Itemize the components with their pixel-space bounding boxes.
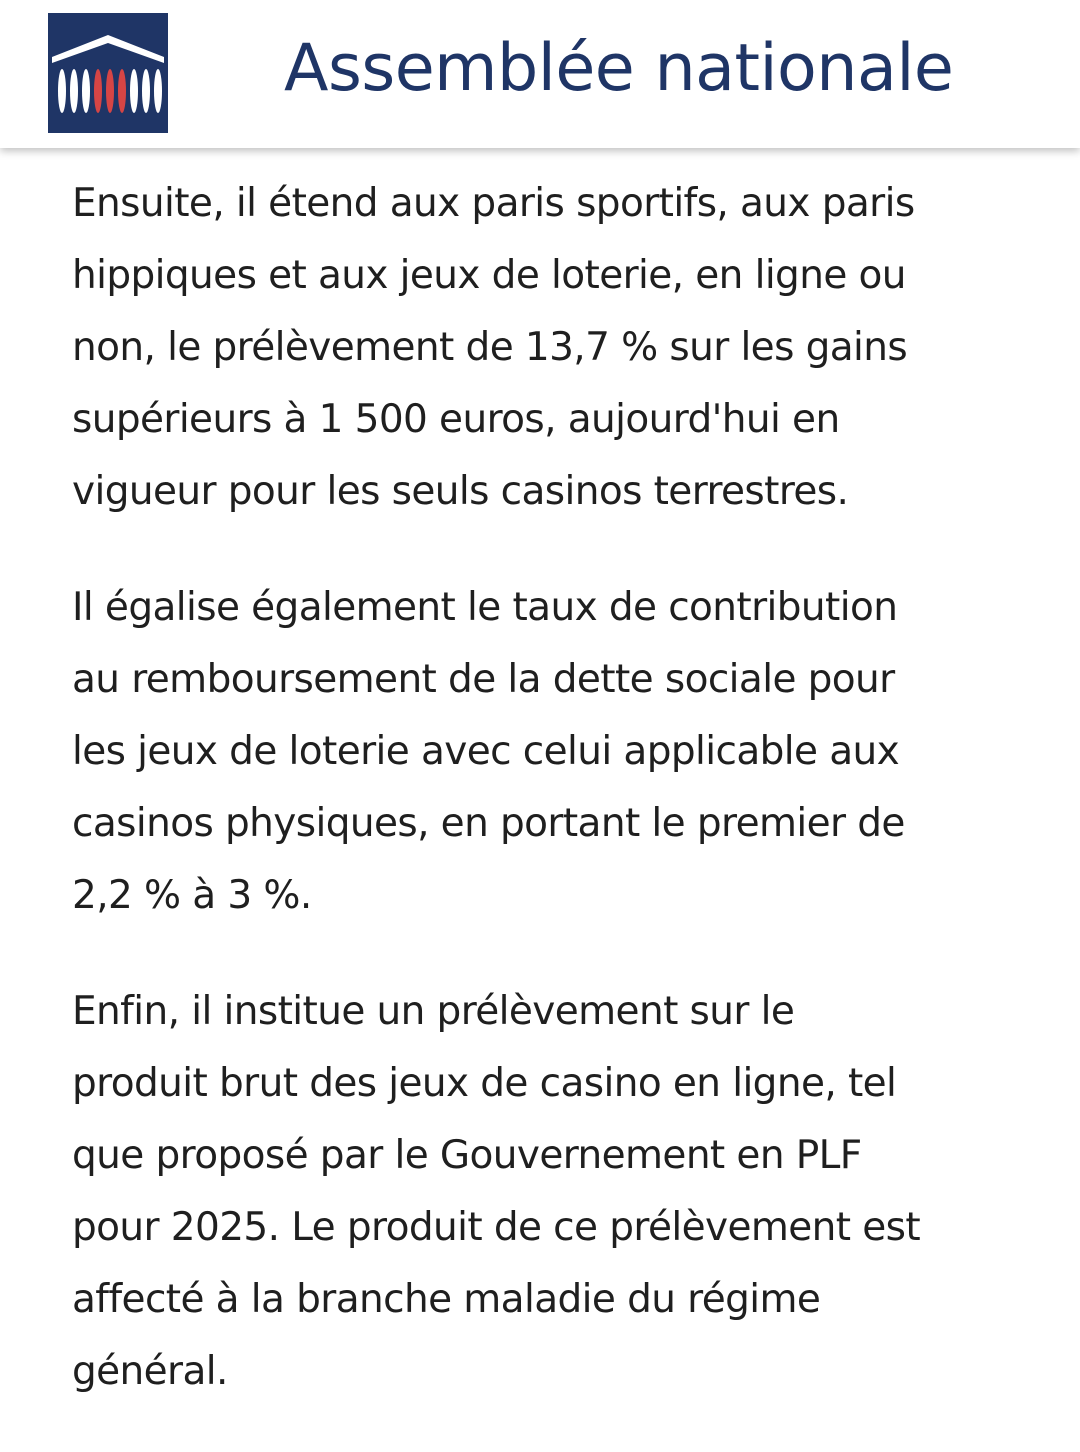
text-line: Il égalise également le taux de contribution: [72, 585, 898, 630]
text-line: Ensuite, il étend aux paris sportifs, aux paris: [72, 181, 915, 226]
text-line: hippiques et aux jeux de loterie, en ligne ou: [72, 253, 906, 298]
paragraph-3: [72, 976, 1032, 1408]
text-line: les jeux de loterie avec celui applicable aux: [72, 729, 900, 774]
article-body: [72, 168, 1032, 1452]
text-line: pour 2025. Le produit de ce prélèvement est: [72, 1205, 921, 1250]
site-title[interactable]: Assemblée nationale: [284, 31, 954, 106]
text-line: au remboursement de la dette sociale pour: [72, 657, 895, 702]
site-header: [0, 0, 1080, 148]
assemblee-nationale-logo-icon[interactable]: [48, 13, 168, 133]
text-line: produit brut des jeux de casino en ligne, tel: [72, 1061, 897, 1106]
text-line: 2,2 % à 3 %.: [72, 873, 312, 918]
text-line: général.: [72, 1349, 228, 1394]
text-line: affecté à la branche maladie du régime: [72, 1277, 821, 1322]
text-line: Enfin, il institue un prélèvement sur le: [72, 989, 795, 1034]
text-line: vigueur pour les seuls casinos terrestres.: [72, 469, 849, 514]
text-line: que proposé par le Gouvernement en PLF: [72, 1133, 862, 1178]
paragraph-2: [72, 572, 1032, 932]
text-line: supérieurs à 1 500 euros, aujourd'hui en: [72, 397, 840, 442]
paragraph-1: [72, 168, 1032, 528]
text-line: non, le prélèvement de 13,7 % sur les gains: [72, 325, 908, 370]
text-line: casinos physiques, en portant le premier de: [72, 801, 905, 846]
